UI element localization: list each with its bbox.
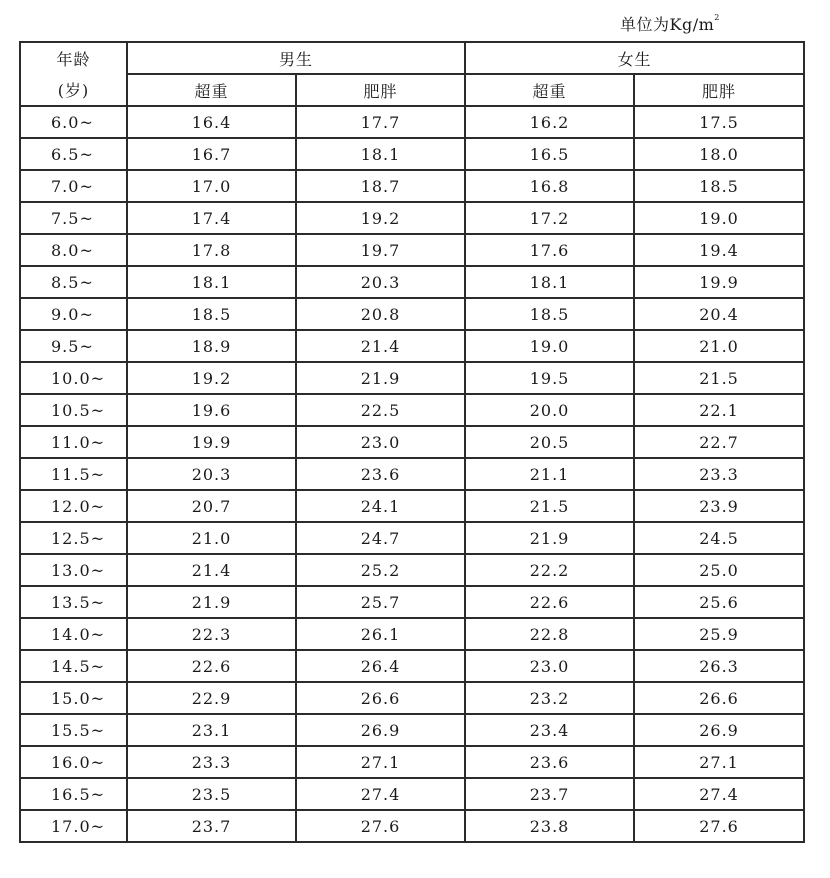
female-obese-cell: 25.0	[634, 554, 804, 586]
female-obese-cell: 20.4	[634, 298, 804, 330]
male-obese-cell: 21.9	[296, 362, 465, 394]
male-obese-cell: 23.0	[296, 426, 465, 458]
male-overweight-cell: 17.8	[127, 234, 296, 266]
female-overweight-cell: 16.5	[465, 138, 634, 170]
table-row	[20, 810, 804, 842]
female-overweight-cell: 18.1	[465, 266, 634, 298]
table-row	[20, 458, 804, 490]
male-obese-cell: 19.7	[296, 234, 465, 266]
table-row	[20, 682, 804, 714]
female-overweight-cell: 23.6	[465, 746, 634, 778]
male-obese-cell: 24.7	[296, 522, 465, 554]
male-obese-cell: 27.1	[296, 746, 465, 778]
age-cell: 8.5~	[20, 266, 127, 298]
age-cell: 9.0~	[20, 298, 127, 330]
male-obese-cell: 21.4	[296, 330, 465, 362]
male-obese-cell: 19.2	[296, 202, 465, 234]
table-row	[20, 298, 804, 330]
female-obese-cell: 26.9	[634, 714, 804, 746]
male-obese-cell: 27.4	[296, 778, 465, 810]
table-row	[20, 586, 804, 618]
female-overweight-cell: 23.7	[465, 778, 634, 810]
female-obese-cell: 25.6	[634, 586, 804, 618]
female-overweight-cell: 19.0	[465, 330, 634, 362]
female-obese-cell: 18.0	[634, 138, 804, 170]
age-cell: 15.0~	[20, 682, 127, 714]
female-obese-cell: 19.4	[634, 234, 804, 266]
female-overweight-cell: 16.2	[465, 106, 634, 138]
age-header: 年龄	[20, 42, 127, 74]
male-obese-cell: 26.9	[296, 714, 465, 746]
unit-text: 单位为Kg/m	[620, 15, 715, 34]
female-obese-cell: 27.1	[634, 746, 804, 778]
table-row	[20, 362, 804, 394]
male-obese-cell: 23.6	[296, 458, 465, 490]
table-row	[20, 778, 804, 810]
table-row	[20, 618, 804, 650]
female-header: 女生	[465, 42, 804, 74]
table-body	[20, 106, 804, 842]
female-obese-cell: 18.5	[634, 170, 804, 202]
male-overweight-cell: 22.3	[127, 618, 296, 650]
unit-superscript: 2	[714, 13, 720, 22]
table-row	[20, 426, 804, 458]
female-overweight-cell: 17.6	[465, 234, 634, 266]
male-overweight-cell: 19.9	[127, 426, 296, 458]
bmi-cutoff-table	[19, 41, 805, 843]
male-obese-cell: 24.1	[296, 490, 465, 522]
male-overweight-cell: 19.2	[127, 362, 296, 394]
age-cell: 8.0~	[20, 234, 127, 266]
female-obese-cell: 22.1	[634, 394, 804, 426]
table-row	[20, 170, 804, 202]
male-obese-cell: 27.6	[296, 810, 465, 842]
female-obese-cell: 23.3	[634, 458, 804, 490]
table-row	[20, 522, 804, 554]
age-cell: 6.0~	[20, 106, 127, 138]
table-row	[20, 330, 804, 362]
female-overweight-header: 超重	[465, 74, 634, 106]
female-obese-cell: 24.5	[634, 522, 804, 554]
male-obese-cell: 26.1	[296, 618, 465, 650]
male-obese-cell: 20.8	[296, 298, 465, 330]
male-obese-header: 肥胖	[296, 74, 465, 106]
female-overweight-cell: 22.6	[465, 586, 634, 618]
table-row	[20, 714, 804, 746]
male-overweight-cell: 23.5	[127, 778, 296, 810]
female-obese-cell: 17.5	[634, 106, 804, 138]
male-overweight-cell: 20.3	[127, 458, 296, 490]
age-unit-header: (岁)	[20, 74, 127, 106]
header-row-2	[20, 74, 804, 106]
male-overweight-header: 超重	[127, 74, 296, 106]
male-overweight-cell: 16.7	[127, 138, 296, 170]
male-header: 男生	[127, 42, 465, 74]
age-cell: 14.0~	[20, 618, 127, 650]
female-overweight-cell: 18.5	[465, 298, 634, 330]
female-obese-cell: 21.0	[634, 330, 804, 362]
age-cell: 15.5~	[20, 714, 127, 746]
male-obese-cell: 25.7	[296, 586, 465, 618]
male-overweight-cell: 17.4	[127, 202, 296, 234]
age-cell: 11.5~	[20, 458, 127, 490]
female-overweight-cell: 23.0	[465, 650, 634, 682]
age-cell: 7.5~	[20, 202, 127, 234]
male-overweight-cell: 21.4	[127, 554, 296, 586]
table-row	[20, 138, 804, 170]
table-row	[20, 746, 804, 778]
male-overweight-cell: 18.1	[127, 266, 296, 298]
female-overweight-cell: 23.4	[465, 714, 634, 746]
male-overweight-cell: 22.6	[127, 650, 296, 682]
unit-note	[620, 12, 720, 35]
male-overweight-cell: 21.0	[127, 522, 296, 554]
female-obese-cell: 19.9	[634, 266, 804, 298]
age-cell: 13.5~	[20, 586, 127, 618]
table-row	[20, 106, 804, 138]
male-overweight-cell: 23.1	[127, 714, 296, 746]
female-obese-cell: 22.7	[634, 426, 804, 458]
male-overweight-cell: 20.7	[127, 490, 296, 522]
male-obese-cell: 20.3	[296, 266, 465, 298]
table-row	[20, 394, 804, 426]
male-obese-cell: 22.5	[296, 394, 465, 426]
age-cell: 12.0~	[20, 490, 127, 522]
male-overweight-cell: 23.3	[127, 746, 296, 778]
age-cell: 7.0~	[20, 170, 127, 202]
age-cell: 11.0~	[20, 426, 127, 458]
male-overweight-cell: 18.5	[127, 298, 296, 330]
male-overweight-cell: 23.7	[127, 810, 296, 842]
age-cell: 16.5~	[20, 778, 127, 810]
male-obese-cell: 18.1	[296, 138, 465, 170]
female-overweight-cell: 20.0	[465, 394, 634, 426]
age-cell: 12.5~	[20, 522, 127, 554]
male-overweight-cell: 18.9	[127, 330, 296, 362]
female-overweight-cell: 21.5	[465, 490, 634, 522]
female-obese-header: 肥胖	[634, 74, 804, 106]
female-overweight-cell: 21.9	[465, 522, 634, 554]
age-cell: 13.0~	[20, 554, 127, 586]
female-obese-cell: 23.9	[634, 490, 804, 522]
age-cell: 14.5~	[20, 650, 127, 682]
age-cell: 10.0~	[20, 362, 127, 394]
female-obese-cell: 27.6	[634, 810, 804, 842]
male-overweight-cell: 17.0	[127, 170, 296, 202]
age-cell: 16.0~	[20, 746, 127, 778]
table-row	[20, 266, 804, 298]
female-overweight-cell: 23.8	[465, 810, 634, 842]
male-obese-cell: 18.7	[296, 170, 465, 202]
female-obese-cell: 21.5	[634, 362, 804, 394]
female-overweight-cell: 21.1	[465, 458, 634, 490]
male-obese-cell: 17.7	[296, 106, 465, 138]
male-overweight-cell: 16.4	[127, 106, 296, 138]
female-overweight-cell: 16.8	[465, 170, 634, 202]
female-obese-cell: 19.0	[634, 202, 804, 234]
age-cell: 6.5~	[20, 138, 127, 170]
table-header	[20, 42, 804, 106]
male-overweight-cell: 22.9	[127, 682, 296, 714]
female-obese-cell: 27.4	[634, 778, 804, 810]
female-overweight-cell: 19.5	[465, 362, 634, 394]
age-cell: 10.5~	[20, 394, 127, 426]
table-row	[20, 234, 804, 266]
table-row	[20, 650, 804, 682]
table-row	[20, 202, 804, 234]
table-row	[20, 554, 804, 586]
male-obese-cell: 26.6	[296, 682, 465, 714]
table-row	[20, 490, 804, 522]
female-overweight-cell: 23.2	[465, 682, 634, 714]
female-obese-cell: 26.6	[634, 682, 804, 714]
male-obese-cell: 25.2	[296, 554, 465, 586]
female-overweight-cell: 20.5	[465, 426, 634, 458]
male-overweight-cell: 19.6	[127, 394, 296, 426]
female-overweight-cell: 17.2	[465, 202, 634, 234]
female-overweight-cell: 22.8	[465, 618, 634, 650]
age-cell: 17.0~	[20, 810, 127, 842]
header-row-1	[20, 42, 804, 74]
male-obese-cell: 26.4	[296, 650, 465, 682]
male-overweight-cell: 21.9	[127, 586, 296, 618]
female-obese-cell: 25.9	[634, 618, 804, 650]
age-cell: 9.5~	[20, 330, 127, 362]
female-obese-cell: 26.3	[634, 650, 804, 682]
female-overweight-cell: 22.2	[465, 554, 634, 586]
